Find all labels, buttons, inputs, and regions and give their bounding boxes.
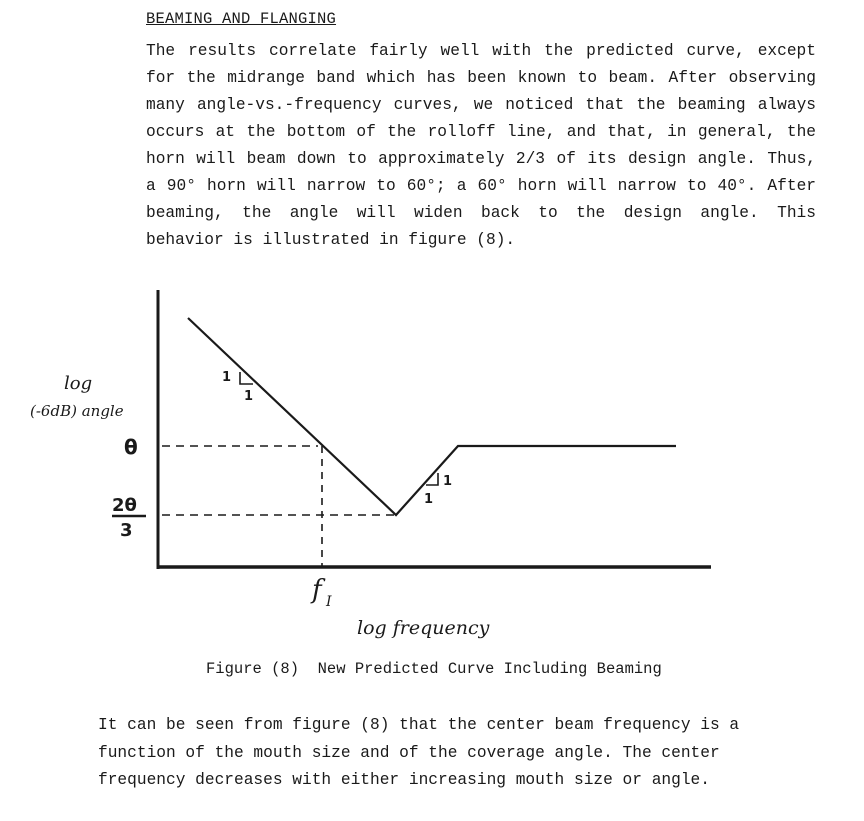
fi-label: f [312, 575, 322, 605]
paragraph-beaming-description: The results correlate fairly well with the predicted curve, except for the midrange band which has been known to beam. After observing many angle-vs.-frequency curves, we noticed that the beaming always occurs at the bottom of the rolloff line, and that, in general, the horn will beam down to approximately 2/3 of its design angle. Thus, a 90° horn will narrow to 60°; a 60° horn will narrow to 40°. After beaming, the angle will widen back to the design angle. This behavior is illustrated in figure (8). [146, 42, 816, 249]
figure-caption: Figure (8) New Predicted Curve Including Beaming [206, 660, 662, 678]
theta-label: θ [124, 435, 138, 459]
slope-right-rise: 1 [443, 474, 453, 489]
slope-left-run: 1 [244, 389, 254, 404]
two-thirds-denominator: 3 [120, 520, 133, 541]
x-axis-label: log frequency [357, 617, 490, 639]
slope-left-rise: 1 [222, 370, 232, 385]
slope-right-run: 1 [424, 492, 434, 507]
section-heading: BEAMING AND FLANGING [146, 10, 337, 28]
paragraph-center-frequency: It can be seen from figure (8) that the center beam frequency is a function of the mouth size and of the coverage angle. The center frequency decreases with either increasing mouth size or angle. [98, 716, 740, 789]
y-axis-label-log: log [64, 373, 93, 394]
fi-subscript: I [326, 594, 332, 610]
y-axis-label-angle: (-6dB) angle [30, 402, 124, 420]
two-thirds-numerator: 2θ [112, 495, 137, 516]
